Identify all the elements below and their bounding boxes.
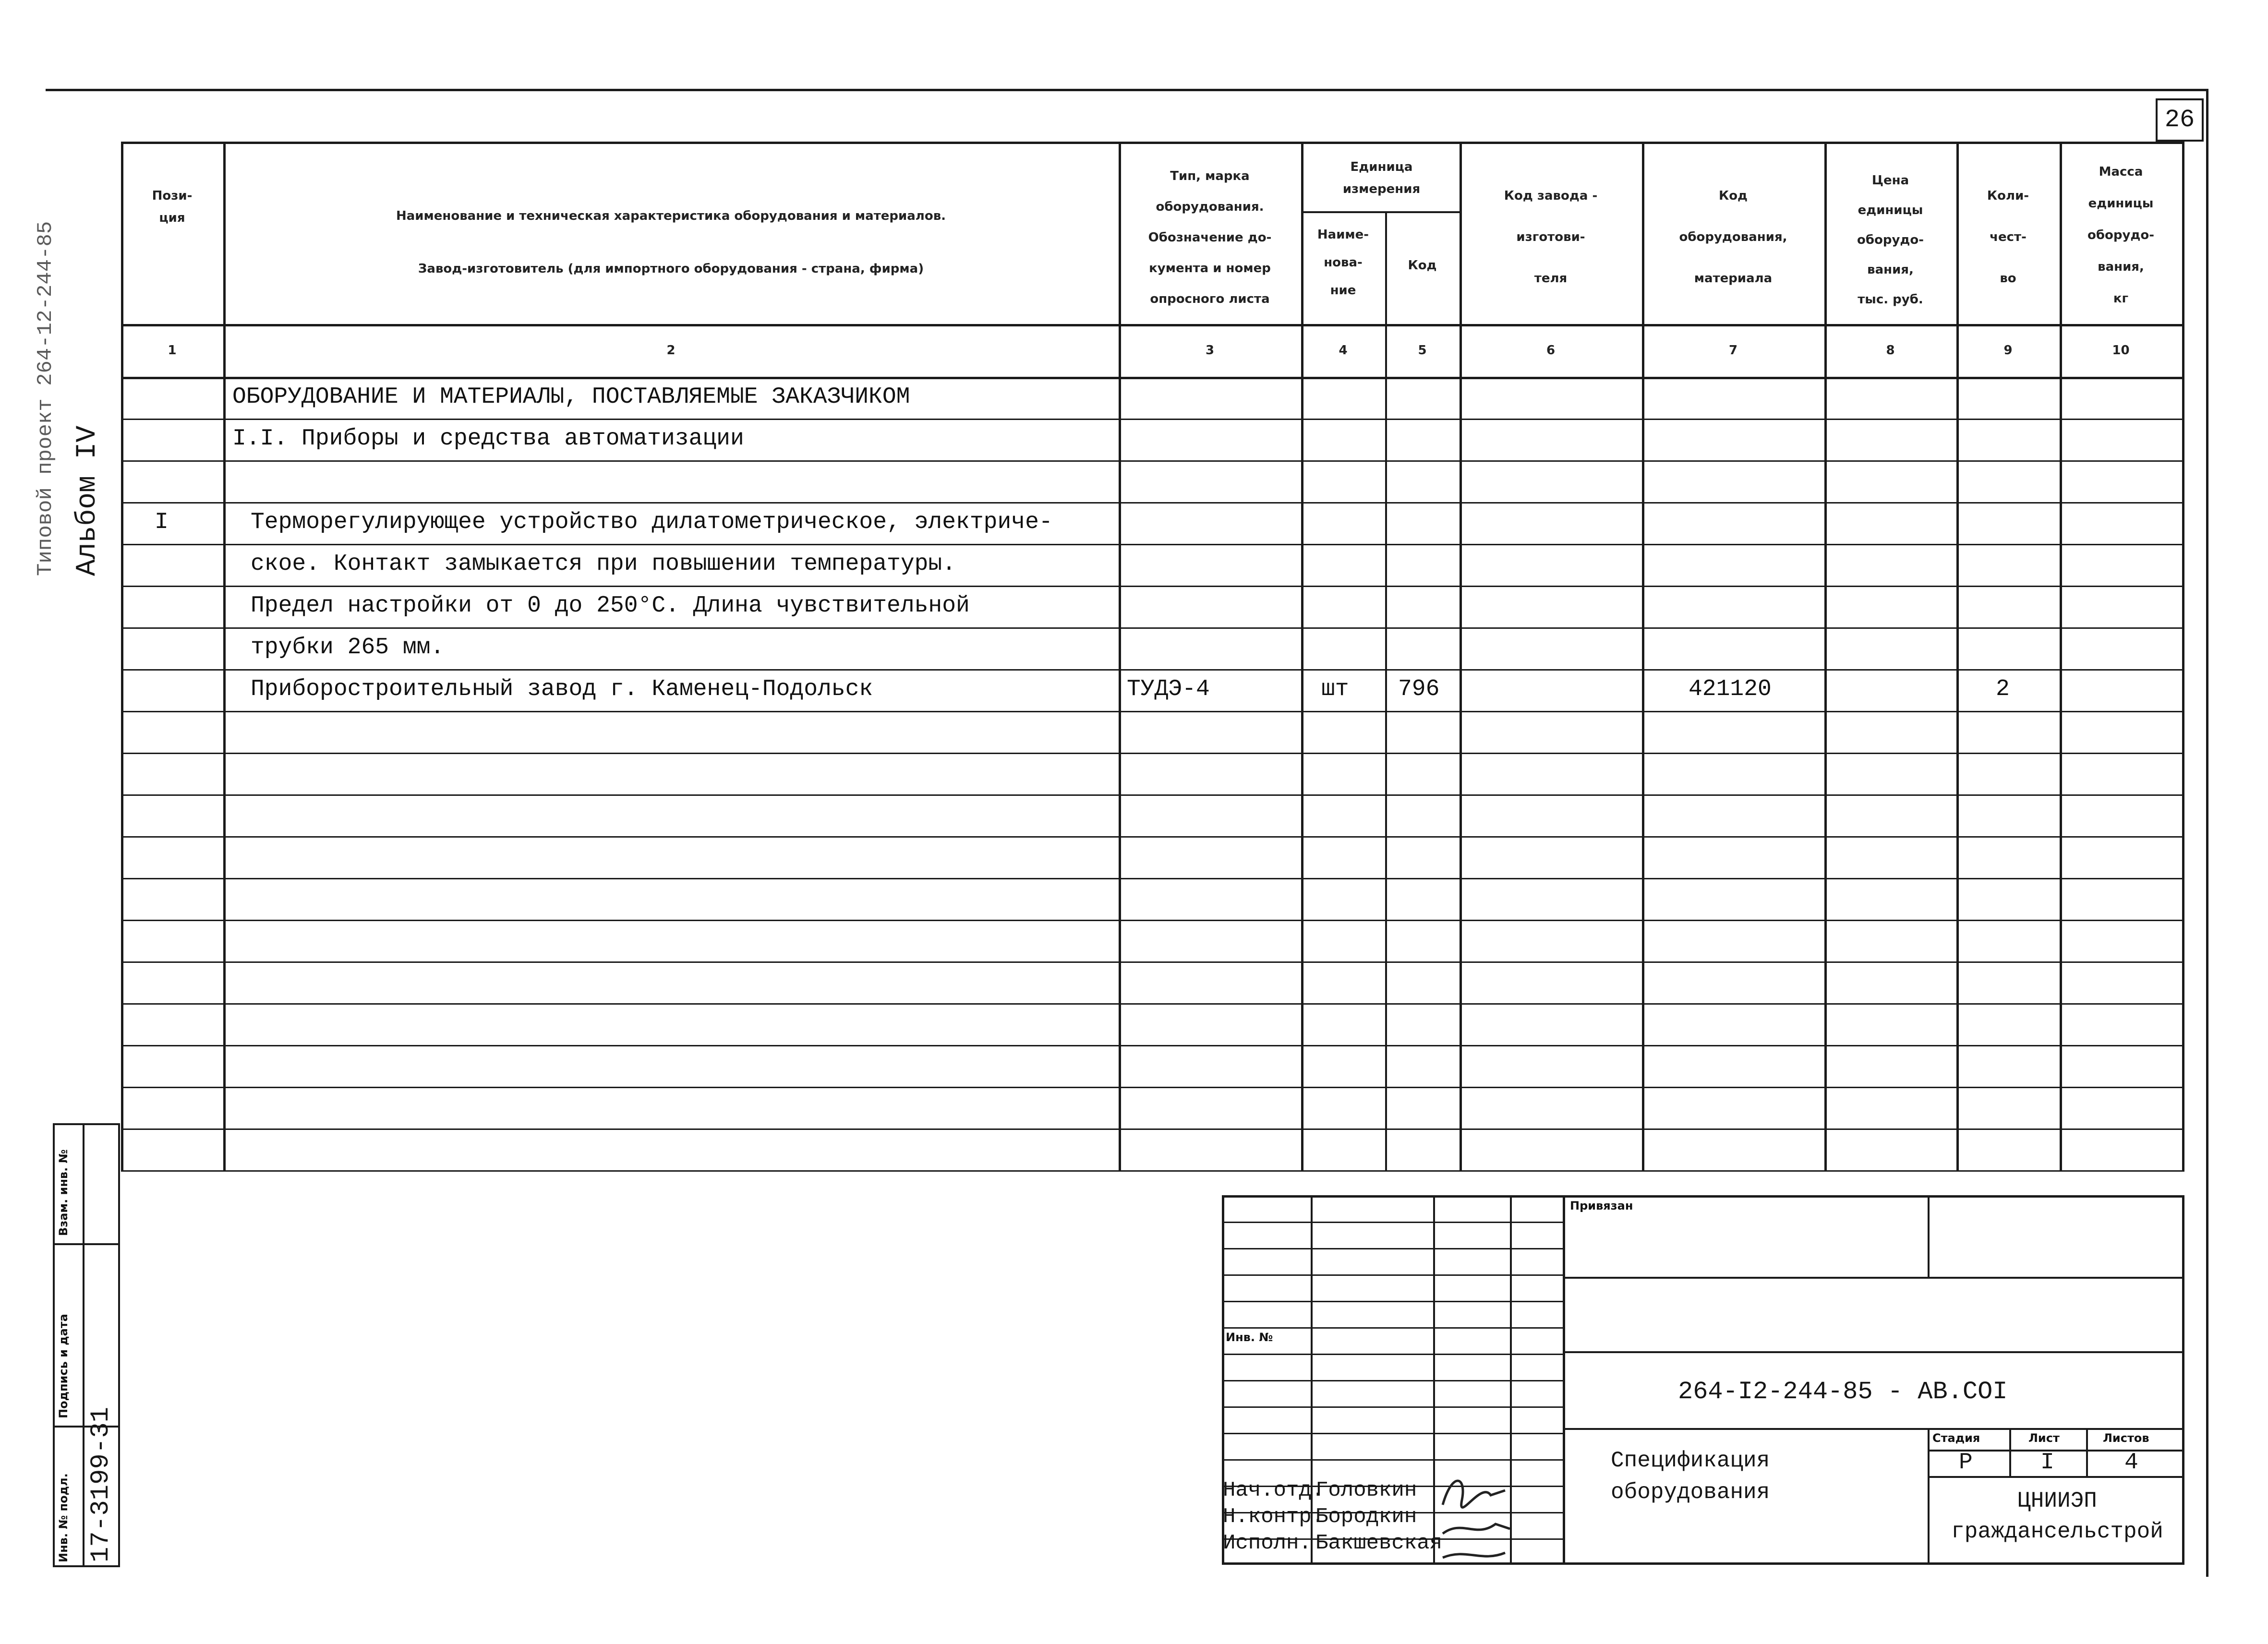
title-grid-line [1222, 1354, 1564, 1355]
table-row-line [121, 961, 2184, 963]
table-row-line [121, 753, 2184, 754]
table-row-line [121, 878, 2184, 879]
row-4-pos: I [155, 509, 169, 535]
row-8-name: Приборостроительный завод г. Каменец-Подольск [251, 676, 873, 702]
hdr-qty: Коли- чест- во [1987, 189, 2029, 286]
hdr-eq-code: Код оборудования, материала [1679, 189, 1787, 286]
side-label-vzam: Взам. инв. № [57, 1149, 70, 1236]
right-rule [2206, 89, 2208, 1577]
row-5-name: ское. Контакт замыкается при повышении температуры. [251, 551, 956, 577]
signature-scribbles [1433, 1462, 1539, 1565]
side-inv-number: 17-3199-31 [86, 1406, 116, 1562]
hdr-mfr-code: Код завода - изготови- теля [1504, 189, 1598, 286]
sig-name-3: Бакшевская [1315, 1531, 1443, 1555]
table-row-line [121, 1170, 2184, 1172]
table-row-line [121, 711, 2184, 712]
table-row-line [121, 1003, 2184, 1005]
sig-name-1: Головкин [1315, 1478, 1417, 1502]
colnum-1: 1 [168, 343, 177, 358]
hdr-name: Наименование и техническая характеристика оборудования и материалов. Завод-изготовитель (для импортного оборудования - страна, фирма) [396, 209, 946, 276]
row-6-name: Предел настройки от 0 до 250°С. Длина чувствительной [251, 593, 970, 619]
colnum-10: 10 [2112, 343, 2130, 358]
hdr-unit-code: Код [1408, 258, 1437, 273]
colnum-3: 3 [1205, 343, 1215, 358]
tb-stage: Р [1959, 1450, 1973, 1476]
title-grid-line [1222, 1380, 1564, 1381]
row-7-name: трубки 265 мм. [251, 635, 445, 660]
title-grid-line [1222, 1327, 1564, 1329]
row-8-unit: шт [1321, 676, 1349, 702]
title-block [1222, 1195, 2184, 1565]
hdr-price: Цена единицы оборудо- вания, тыс. руб. [1857, 173, 1924, 307]
table-row-line [121, 920, 2184, 921]
table-row-line [121, 836, 2184, 838]
sig-name-2: Бородкин [1315, 1505, 1417, 1529]
album-label: Альбом IV [72, 425, 103, 576]
table-row-line [121, 460, 2184, 462]
table-row-line [121, 502, 2184, 504]
spec-table [121, 142, 2184, 1171]
row-8-type: ТУДЭ-4 [1127, 676, 1210, 702]
tb-org: ЦНИИЭП граждансельстрой [1951, 1488, 2163, 1544]
table-row-line [121, 419, 2184, 420]
colnum-8: 8 [1886, 343, 1895, 358]
tb-inv-no: Инв. № [1226, 1331, 1273, 1344]
table-row-line [121, 586, 2184, 587]
row-4-name: Терморегулирующее устройство дилатометрическое, электриче- [251, 509, 1053, 535]
title-grid-line [1222, 1433, 1564, 1434]
row-1-name: ОБОРУДОВАНИЕ И МАТЕРИАЛЫ, ПОСТАВЛЯЕМЫЕ ЗАКАЗЧИКОМ [232, 384, 910, 410]
tb-sheets-label: Листов [2103, 1431, 2149, 1445]
title-grid-line [1222, 1248, 1564, 1249]
row-2-name: I.I. Приборы и средства автоматизации [232, 426, 744, 452]
tb-sheet-label: Лист [2028, 1431, 2060, 1445]
top-rule [46, 89, 2206, 91]
row-8-unit-code: 796 [1398, 676, 1440, 702]
table-row-line [121, 794, 2184, 796]
colnum-7: 7 [1728, 343, 1738, 358]
tb-sheets: 4 [2124, 1450, 2138, 1476]
hdr-unit-group: Единица измерения [1342, 160, 1421, 196]
colnum-5: 5 [1418, 343, 1427, 358]
colnum-9: 9 [2003, 343, 2013, 358]
side-label-inv-podl: Инв. № подл. [57, 1473, 70, 1562]
hdr-mass: Масса единицы оборудо- вания, кг [2087, 165, 2155, 306]
colnum-2: 2 [666, 343, 676, 358]
table-row-line [121, 1045, 2184, 1046]
sig-role-1: Нач.отд. [1223, 1478, 1325, 1502]
tb-doc-title: Спецификация оборудования [1611, 1448, 1770, 1505]
tb-sheet: I [2040, 1450, 2054, 1476]
hdr-pos: Пози- ция [152, 189, 193, 225]
title-grid-line [1222, 1406, 1564, 1408]
table-row-line [121, 544, 2184, 545]
side-label-podpis: Подпись и дата [57, 1314, 70, 1418]
tb-stage-label: Стадия [1932, 1431, 1980, 1445]
title-grid-line [1222, 1222, 1564, 1223]
project-line: Типовой проект 264-12-244-85 [34, 221, 58, 576]
page-number: 26 [2164, 106, 2195, 134]
row-8-qty: 2 [1996, 676, 2010, 702]
colnum-4: 4 [1339, 343, 1348, 358]
title-grid-line [1222, 1459, 1564, 1461]
sig-role-3: Исполн. [1223, 1531, 1312, 1555]
table-row-line [121, 1087, 2184, 1088]
hdr-unit-name: Наиме- нова- ние [1317, 228, 1369, 298]
table-row-line [121, 1128, 2184, 1130]
table-row-line [121, 669, 2184, 671]
hdr-type: Тип, марка оборудования. Обозначение до- кумента и номер опросного листа [1148, 169, 1272, 306]
title-grid-line [1222, 1301, 1564, 1302]
row-8-eq-code: 421120 [1689, 676, 1772, 702]
title-grid-line [1222, 1274, 1564, 1276]
sig-role-2: Н.контр. [1223, 1505, 1325, 1529]
tb-privyazan: Привязан [1570, 1199, 1633, 1212]
table-row-line [121, 627, 2184, 629]
tb-doc-code: 264-I2-244-85 - AB.COI [1678, 1378, 2008, 1406]
colnum-6: 6 [1546, 343, 1556, 358]
